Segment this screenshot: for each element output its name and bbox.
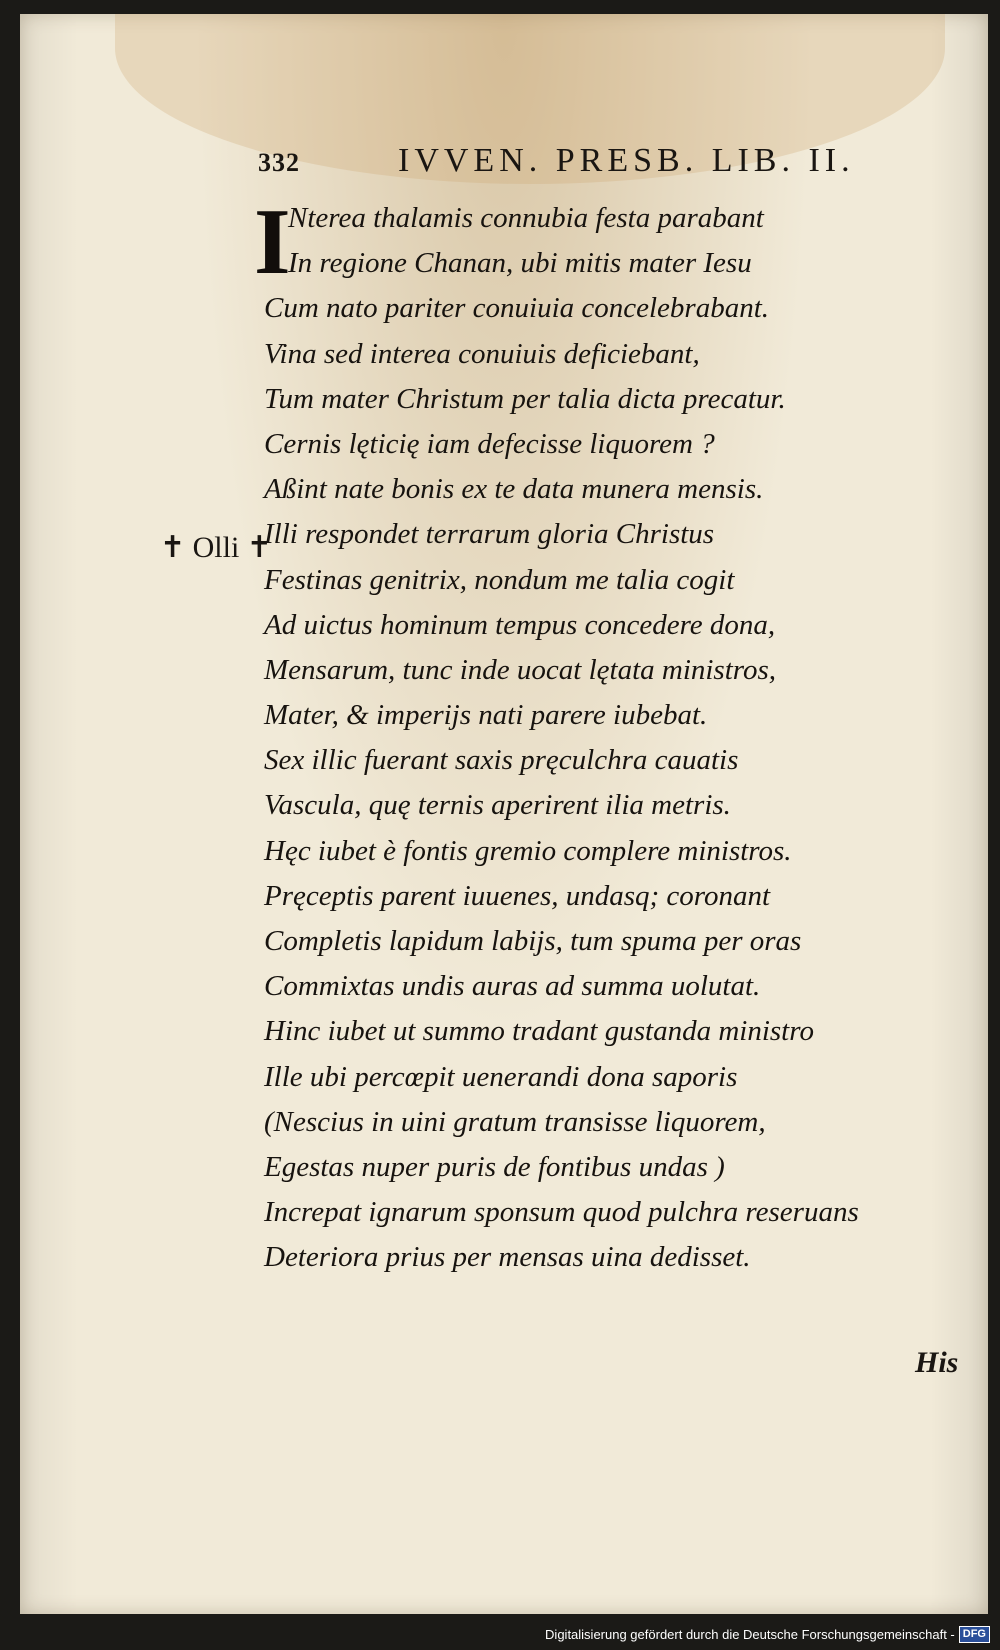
verse-line: Ad uictus hominum tempus concedere dona, — [264, 608, 776, 641]
verse-line: Nterea thalamis connubia festa parabant — [288, 202, 764, 234]
verse-line: (Nescius in uini gratum transisse liquorem, — [264, 1105, 766, 1138]
verse-text — [254, 190, 964, 1281]
page-header — [258, 142, 898, 186]
verse-line: Mater, & imperijs nati parere iubebat. — [264, 699, 708, 732]
verse-line: Increpat ignarum sponsum quod pulchra reseruans — [264, 1196, 859, 1229]
running-head: IVVEN. PRESB. LIB. II. — [398, 142, 855, 179]
verse-line: Cernis lęticię iam defecisse liquorem ? — [264, 427, 715, 460]
verse-line: In regione Chanan, ubi mitis mater Iesu — [288, 247, 752, 280]
verse-line: Hęc iubet è fontis gremio complere ministros. — [264, 834, 792, 867]
verse-line: Completis lapidum labijs, tum spuma per oras — [264, 925, 802, 957]
verse-line: Deteriora prius per mensas uina dedisset. — [264, 1241, 751, 1274]
drop-cap-initial: I — [254, 190, 291, 294]
verse-line: Illi respondet terrarum gloria Christus — [264, 518, 715, 551]
verse-line: Festinas genitrix, nondum me talia cogit — [264, 563, 735, 596]
verse-line: Hinc iubet ut summo tradant gustanda ministro — [264, 1015, 814, 1048]
verse-line: Cum nato pariter conuiuia concelebrabant. — [264, 292, 770, 325]
page-number: 332 — [258, 148, 300, 177]
marginal-note: ✝ Olli ✝ — [160, 531, 272, 564]
credit-text: Digitalisierung gefördert durch die Deutsche Forschungsgemeinschaft - — [545, 1626, 955, 1642]
digitization-credit — [545, 1624, 990, 1644]
catchword: His — [915, 1346, 959, 1379]
verse-line: Pręceptis parent iuuenes, undasq; coronant — [264, 879, 771, 912]
verse-line: Egestas nuper puris de fontibus undas ) — [264, 1150, 725, 1183]
verse-line: Tum mater Christum per talia dicta precatur. — [264, 382, 786, 415]
dfg-logo-icon: DFG — [959, 1626, 990, 1643]
verse-line: Sex illic fuerant saxis pręculchra cauatis — [264, 744, 739, 777]
verse-line: Ille ubi percœpit uenerandi dona saporis — [264, 1060, 738, 1093]
book-page — [20, 14, 988, 1614]
verse-line: Aßint nate bonis ex te data munera mensis. — [264, 473, 764, 506]
verse-line: Vascula, quę ternis aperirent ilia metris. — [264, 789, 731, 822]
verse-line: Vina sed interea conuiuis deficiebant, — [264, 337, 700, 370]
verse-line: Commixtas undis auras ad summa uolutat. — [264, 970, 761, 1003]
verse-line: Mensarum, tunc inde uocat lętata ministros, — [264, 653, 777, 686]
